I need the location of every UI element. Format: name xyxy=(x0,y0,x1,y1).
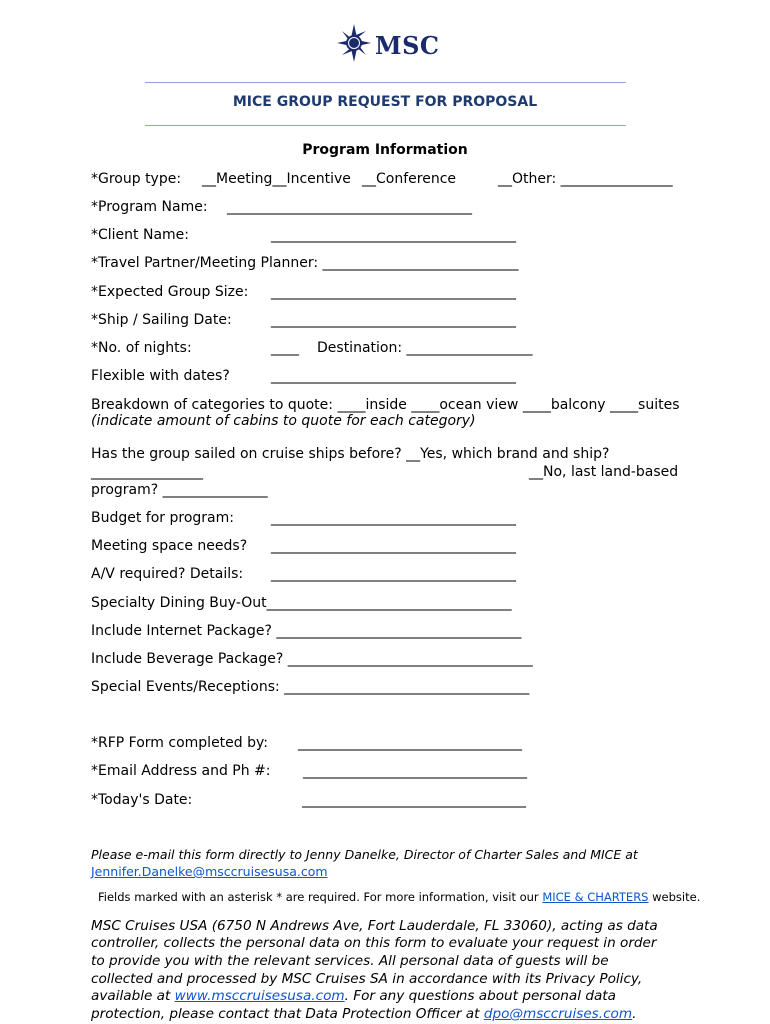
av-required-field[interactable]: ___________________________________ xyxy=(271,566,516,582)
email-link[interactable]: Jennifer.Danelke@msccruisesusa.com xyxy=(91,864,328,879)
todays-date-field[interactable]: ________________________________ xyxy=(302,792,526,808)
form-title: MICE GROUP REQUEST FOR PROPOSAL xyxy=(232,94,538,110)
bottom-rule xyxy=(145,125,626,126)
compass-rose-icon xyxy=(337,24,371,66)
rfp-completed-by-field[interactable]: ________________________________ xyxy=(298,735,522,751)
mice-charters-link[interactable]: MICE & CHARTERS xyxy=(542,890,649,904)
meeting-space-label: Meeting space needs? xyxy=(91,538,248,554)
sailed-no-option[interactable]: __No, last land-based xyxy=(529,464,679,480)
sailed-before-question[interactable]: Has the group sailed on cruise ships before? __Yes, which brand and ship? xyxy=(91,446,610,462)
email-phone-label: *Email Address and Ph #: xyxy=(91,763,271,779)
section-heading: Program Information xyxy=(302,142,468,158)
msc-website-link[interactable]: www.msccruisesusa.com xyxy=(174,988,345,1004)
nights-field[interactable]: ____ xyxy=(271,340,299,356)
flexible-dates-field[interactable]: ___________________________________ xyxy=(271,368,516,384)
group-type-other[interactable]: __Other: ________________ xyxy=(498,171,673,187)
program-name-label: *Program Name: xyxy=(91,199,208,215)
privacy-line-4: collected and processed by MSC Cruises SA in accordance with its Privacy Policy, xyxy=(91,971,643,987)
group-type-label: *Group type: xyxy=(91,171,182,187)
special-events-field[interactable]: Special Events/Receptions: ___________________________________ xyxy=(91,679,530,695)
dpo-email-link[interactable]: dpo@msccruises.com xyxy=(483,1006,633,1022)
privacy-line-6 xyxy=(91,1006,636,1022)
required-note-text: Fields marked with an asterisk * are required. For more information, visit our xyxy=(98,890,539,904)
travel-partner-field[interactable]: *Travel Partner/Meeting Planner: ____________________________ xyxy=(91,255,519,271)
privacy-line-5 xyxy=(91,988,616,1004)
privacy-line-3: to provide you with the relevant services. All personal data of guests will be xyxy=(91,953,609,969)
budget-field[interactable]: ___________________________________ xyxy=(271,510,516,526)
email-instruction: Please e-mail this form directly to Jenny Danelke, Director of Charter Sales and MICE at xyxy=(91,847,638,862)
ship-date-field[interactable]: ___________________________________ xyxy=(271,312,516,328)
land-program-field[interactable]: program? _______________ xyxy=(91,482,268,498)
internet-package-field[interactable]: Include Internet Package? ___________________________________ xyxy=(91,623,522,639)
destination-field[interactable]: Destination: __________________ xyxy=(317,340,533,356)
privacy-available-at: available at xyxy=(91,988,171,1004)
program-name-field[interactable]: ___________________________________ xyxy=(227,199,472,215)
privacy-line-1: MSC Cruises USA (6750 N Andrews Ave, Fort Lauderdale, FL 33060), acting as data xyxy=(91,918,658,934)
required-note xyxy=(98,890,700,904)
group-type-conference[interactable]: __Conference xyxy=(362,171,457,187)
top-rule xyxy=(145,82,626,83)
av-required-label: A/V required? Details: xyxy=(91,566,244,582)
breakdown-note: (indicate amount of cabins to quote for each category) xyxy=(91,413,476,429)
logo-text: MSC xyxy=(375,30,440,60)
privacy-line-2: controller, collects the personal data on this form to evaluate your request in order xyxy=(91,935,657,951)
ship-date-label: *Ship / Sailing Date: xyxy=(91,312,232,328)
sailed-before-field[interactable]: ________________ xyxy=(91,464,203,480)
budget-label: Budget for program: xyxy=(91,510,234,526)
breakdown-field[interactable]: Breakdown of categories to quote: ____inside ____ocean view ____balcony ____suites xyxy=(91,397,680,413)
flexible-dates-label: Flexible with dates? xyxy=(91,368,230,384)
rfp-completed-by-label: *RFP Form completed by: xyxy=(91,735,268,751)
beverage-package-field[interactable]: Include Beverage Package? ___________________________________ xyxy=(91,651,533,667)
specialty-dining-field[interactable]: Specialty Dining Buy-Out___________________________________ xyxy=(91,595,512,611)
client-name-label: *Client Name: xyxy=(91,227,189,243)
msc-logo xyxy=(337,24,440,66)
privacy-end-period: . xyxy=(632,1006,637,1022)
group-size-field[interactable]: ___________________________________ xyxy=(271,284,516,300)
privacy-questions-text: . For any questions about personal data xyxy=(344,988,616,1004)
group-size-label: *Expected Group Size: xyxy=(91,284,249,300)
nights-label: *No. of nights: xyxy=(91,340,192,356)
client-name-field[interactable]: ___________________________________ xyxy=(271,227,516,243)
meeting-space-field[interactable]: ___________________________________ xyxy=(271,538,516,554)
privacy-contact-text: protection, please contact that Data Protection Officer at xyxy=(91,1006,480,1022)
website-word: website. xyxy=(652,890,701,904)
todays-date-label: *Today's Date: xyxy=(91,792,193,808)
group-type-meeting-incentive[interactable]: __Meeting__Incentive xyxy=(202,171,351,187)
email-phone-field[interactable]: ________________________________ xyxy=(303,763,527,779)
